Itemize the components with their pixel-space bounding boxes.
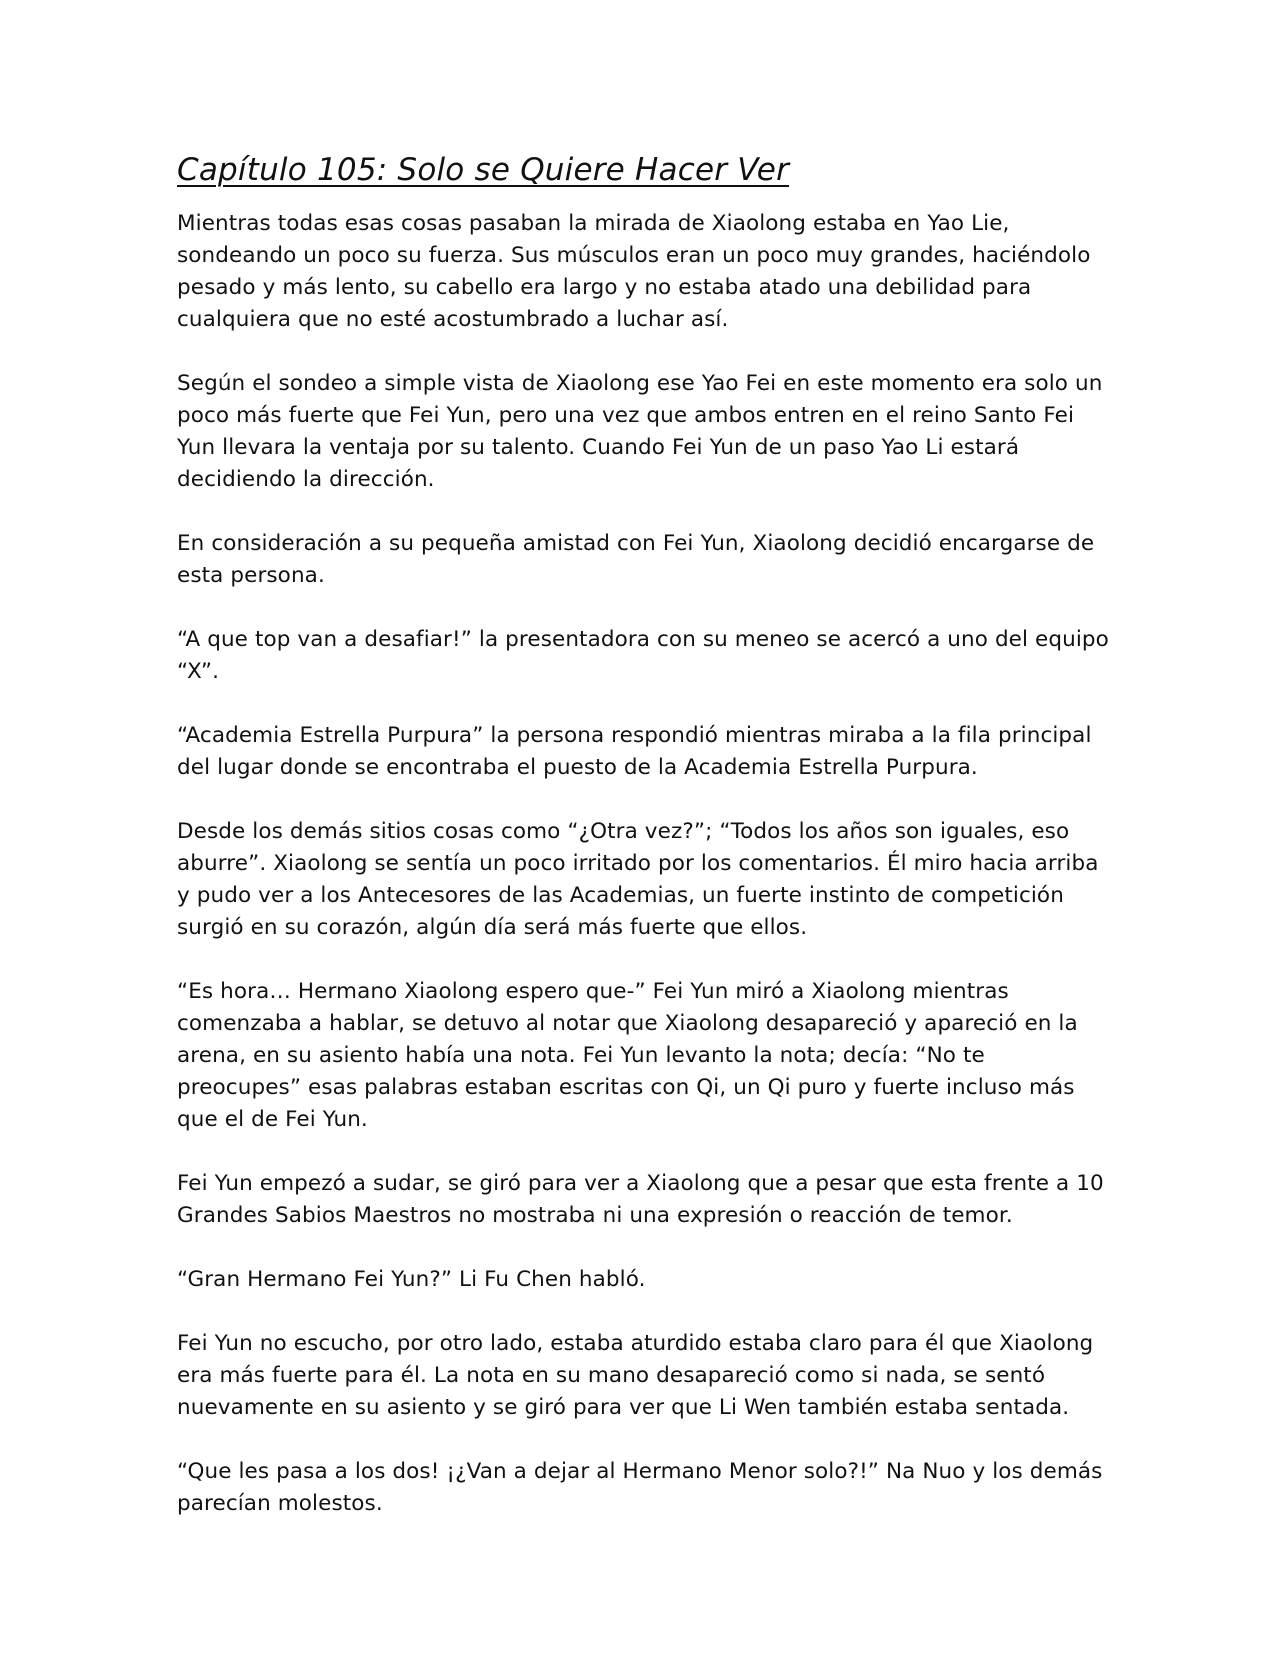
document-body: [177, 146, 1112, 1552]
paragraph-1: Mientras todas esas cosas pasaban la mirada de Xiaolong estaba en Yao Lie, sondeando un poco su fuerza. Sus músculos eran un poco muy grandes, haciéndolo pesado y más lento, su cabello era largo y no estaba atado una debilidad para cualquiera que no esté acostumbrado a luchar así.: [177, 211, 1091, 332]
paragraph-2: Según el sondeo a simple vista de Xiaolong ese Yao Fei en este momento era solo un poco más fuerte que Fei Yun, pero una vez que ambos entren en el reino Santo Fei Yun llevara la ventaja por su talento. Cuando Fei Yun de un paso Yao Li estará decidiendo la dirección.: [177, 371, 1103, 492]
paragraph-9: “Gran Hermano Fei Yun?” Li Fu Chen habló.: [177, 1267, 646, 1292]
paragraph-10: Fei Yun no escucho, por otro lado, estaba aturdido estaba claro para él que Xiaolong era más fuerte para él. La nota en su mano desapareció como si nada, se sentó nuevamente en su asiento y se giró para ver que Li Wen también estaba sentada.: [177, 1331, 1094, 1420]
paragraph-4: “A que top van a desafiar!” la presentadora con su meneo se acercó a uno del equipo “X”.: [177, 627, 1109, 684]
paragraph-7: “Es hora… Hermano Xiaolong espero que-” Fei Yun miró a Xiaolong mientras comenzaba a hablar, se detuvo al notar que Xiaolong desapareció y apareció en la arena, en su asiento había una nota. Fei Yun levanto la nota; decía: “No te preocupes” esas palabras estaban escritas con Qi, un Qi puro y fuerte incluso más que el de Fei Yun.: [177, 979, 1078, 1132]
paragraph-3: En consideración a su pequeña amistad con Fei Yun, Xiaolong decidió encargarse de esta persona.: [177, 531, 1095, 588]
paragraph-8: Fei Yun empezó a sudar, se giró para ver a Xiaolong que a pesar que esta frente a 10 Grandes Sabios Maestros no mostraba ni una expresión o reacción de temor.: [177, 1171, 1104, 1228]
paragraph-5: “Academia Estrella Purpura” la persona respondió mientras miraba a la fila principal del lugar donde se encontraba el puesto de la Academia Estrella Purpura.: [177, 723, 1092, 780]
chapter-title: Capítulo 105: Solo se Quiere Hacer Ver: [177, 152, 790, 188]
paragraph-11: “Que les pasa a los dos! ¡¿Van a dejar al Hermano Menor solo?!” Na Nuo y los demás parecían molestos.: [177, 1459, 1103, 1516]
paragraph-6: Desde los demás sitios cosas como “¿Otra vez?”; “Todos los años son iguales, eso aburre”. Xiaolong se sentía un poco irritado por los comentarios. Él miro hacia arriba y pudo ver a los Antecesores de las Academias, un fuerte instinto de competición surgió en su corazón, algún día será más fuerte que ellos.: [177, 819, 1099, 940]
